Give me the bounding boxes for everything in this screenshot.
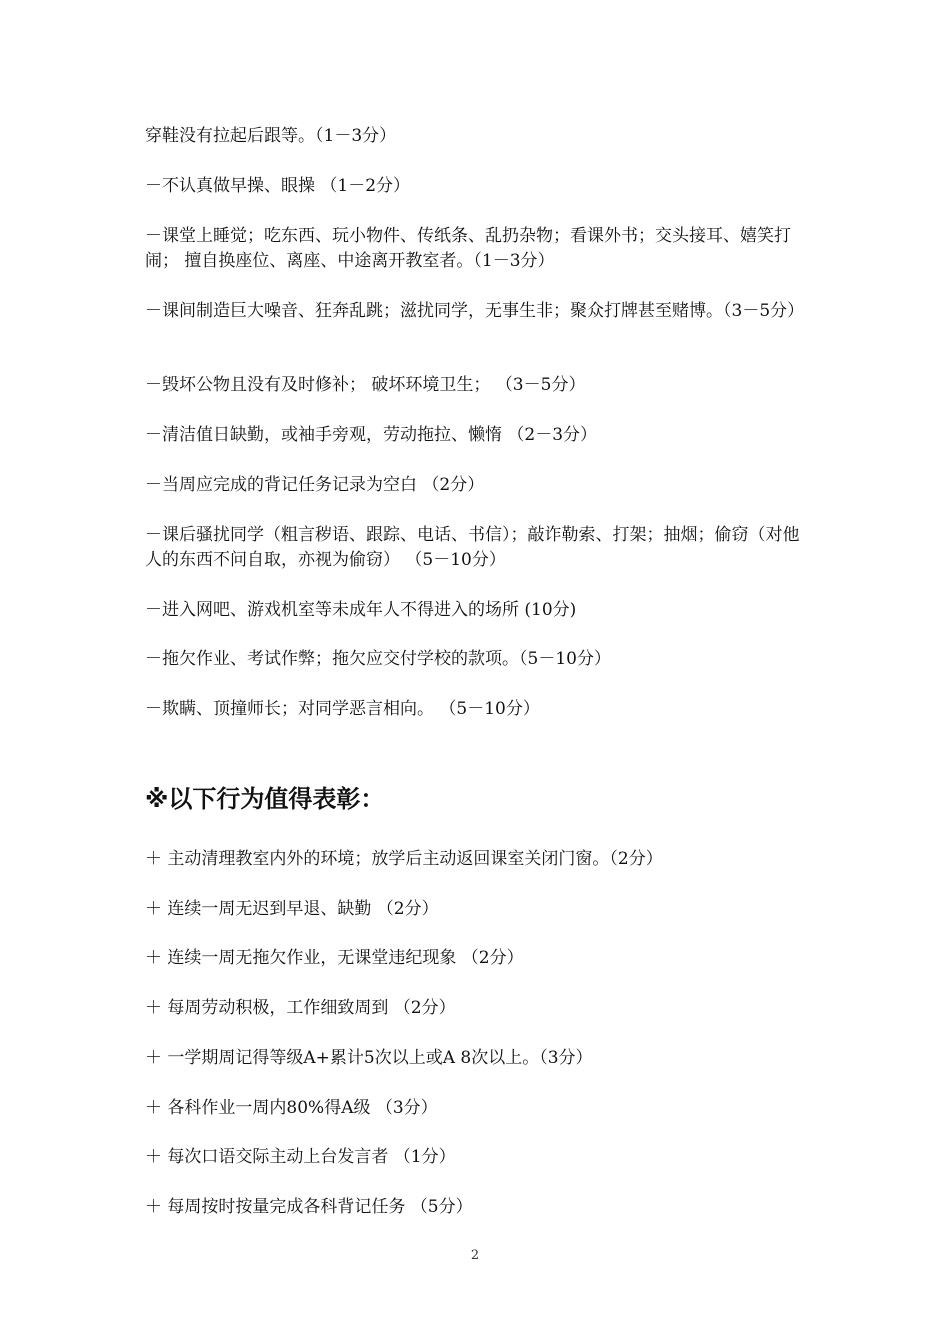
page-number: 2	[470, 1248, 480, 1263]
commendation-item-memorization: ＋ 每周按时按量完成各科背记任务 （5分）	[145, 1197, 473, 1217]
penalty-item-homework: －拖欠作业、考试作弊；拖欠应交付学校的款项。（5－10分）	[145, 649, 611, 669]
commendation-item-labor: ＋ 每周劳动积极，工作细致周到 （2分）	[145, 998, 456, 1018]
commendation-item-grades: ＋ 各科作业一周内80%得A级 （3分）	[145, 1098, 438, 1118]
commendation-item-attendance: ＋ 连续一周无迟到早退、缺勤 （2分）	[145, 899, 439, 919]
penalty-item-disrespect: －欺瞒、顶撞师长；对同学恶言相向。 （5－10分）	[145, 699, 540, 719]
penalty-item-classroom: －课堂上睡觉；吃东西、玩小物件、传纸条、乱扔杂物；看课外书；交头接耳、嬉笑打闹； 擅自换座位、离座、中途离开教室者。（1－3分）	[145, 226, 791, 271]
penalty-item-shoes: 穿鞋没有拉起后跟等。（1－3分）	[145, 126, 397, 146]
penalty-item-internet-cafe: －进入网吧、游戏机室等未成年人不得进入的场所 (10分)	[145, 600, 577, 620]
penalty-item-property: －毁坏公物且没有及时修补； 破坏环境卫生； （3－5分）	[145, 375, 586, 395]
commendation-item-journal: ＋ 一学期周记得等级A+累计5次以上或A 8次以上。（3分）	[145, 1048, 593, 1068]
commendation-item-speaking: ＋ 每次口语交际主动上台发言者 （1分）	[145, 1147, 456, 1167]
commendation-heading: ※以下行为值得表彰：	[145, 785, 385, 813]
commendation-item-cleaning: ＋ 主动清理教室内外的环境；放学后主动返回课室关闭门窗。（2分）	[145, 849, 663, 869]
penalty-item-exercises: －不认真做早操、眼操 （1－2分）	[145, 176, 411, 196]
commendation-item-homework: ＋ 连续一周无拖欠作业，无课堂违纪现象 （2分）	[145, 948, 524, 968]
penalty-item-cleaning: －清洁值日缺勤，或袖手旁观，劳动拖拉、懒惰 （2－3分）	[145, 425, 598, 445]
penalty-item-memorization: －当周应完成的背记任务记录为空白 （2分）	[145, 475, 485, 495]
penalty-item-break-noise: －课间制造巨大噪音、狂奔乱跳；滋扰同学，无事生非；聚众打牌甚至赌博。（3－5分）	[145, 301, 805, 321]
penalty-item-harassment: －课后骚扰同学（粗言秽语、跟踪、电话、书信）；敲诈勒索、打架；抽烟；偷窃（对他人的东西不问自取，亦视为偷窃） （5－10分）	[145, 525, 800, 570]
